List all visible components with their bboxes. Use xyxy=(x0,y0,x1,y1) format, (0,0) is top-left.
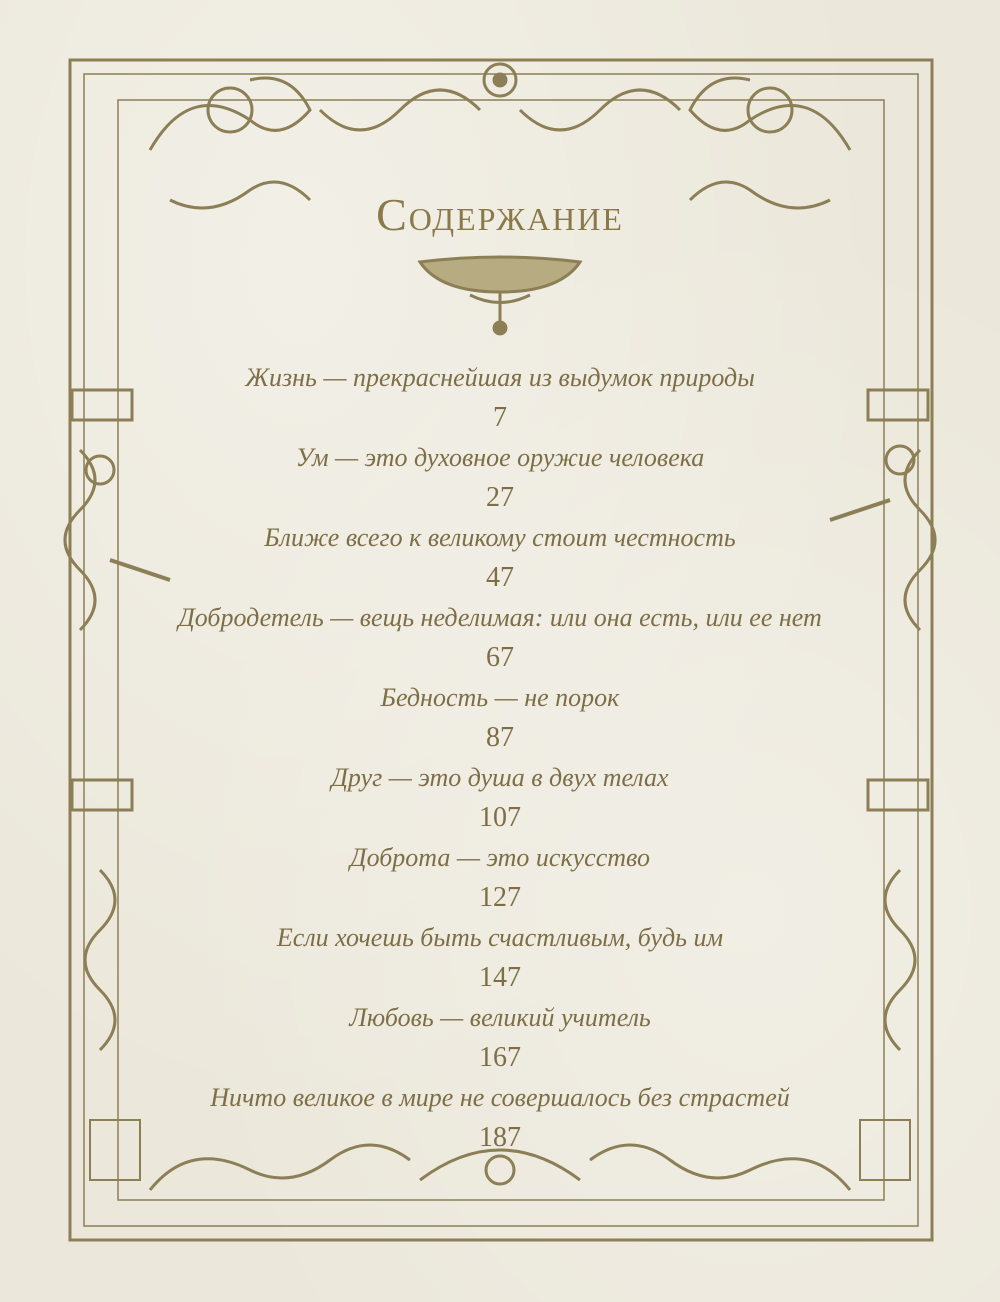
toc-entry-page-number: 107 xyxy=(479,802,521,833)
toc-entry-title: Жизнь — прекраснейшая из выдумок природы xyxy=(245,363,755,392)
toc-entry[interactable] xyxy=(120,438,880,518)
toc-entry-title: Друг — это душа в двух телах xyxy=(331,763,669,792)
toc-entry[interactable] xyxy=(120,838,880,918)
toc-entry[interactable] xyxy=(120,998,880,1078)
toc-entry-page-number: 127 xyxy=(479,882,521,913)
toc-entry-page-number: 7 xyxy=(493,402,507,433)
toc-entry-title: Добродетель — вещь неделимая: или она есть, или ее нет xyxy=(178,603,822,632)
toc-entry-page-number: 167 xyxy=(479,1042,521,1073)
toc-entry-title: Ничто великое в мире не совершалось без страстей xyxy=(210,1083,790,1112)
toc-entry[interactable] xyxy=(120,1078,880,1158)
toc-entry[interactable] xyxy=(120,918,880,998)
toc-entry-title: Ум — это духовное оружие человека xyxy=(295,443,705,472)
toc-entry-page-number: 67 xyxy=(486,642,514,673)
toc-entry-page-number: 27 xyxy=(486,482,514,513)
toc-entry-title: Если хочешь быть счастливым, будь им xyxy=(276,923,724,952)
toc-entry-page-number: 47 xyxy=(486,562,514,593)
toc-entry-title: Доброта — это искусство xyxy=(350,843,650,872)
toc-entry-page-number: 87 xyxy=(486,722,514,753)
toc-entry[interactable] xyxy=(120,358,880,438)
toc-entry-title: Любовь — великий учитель xyxy=(349,1003,651,1032)
toc-entry[interactable] xyxy=(120,598,880,678)
top-ornament xyxy=(150,64,850,208)
table-of-contents xyxy=(120,358,880,1158)
title-ornament xyxy=(420,257,580,334)
toc-entry-page-number: 147 xyxy=(479,962,521,993)
page-title: Содержание xyxy=(376,189,624,240)
toc-entry-title: Бедность — не порок xyxy=(380,683,620,712)
toc-entry[interactable] xyxy=(120,518,880,598)
toc-entry-title: Ближе всего к великому стоит честность xyxy=(264,523,736,552)
toc-entry-page-number: 187 xyxy=(479,1122,521,1153)
toc-entry[interactable] xyxy=(120,678,880,758)
toc-entry[interactable] xyxy=(120,758,880,838)
